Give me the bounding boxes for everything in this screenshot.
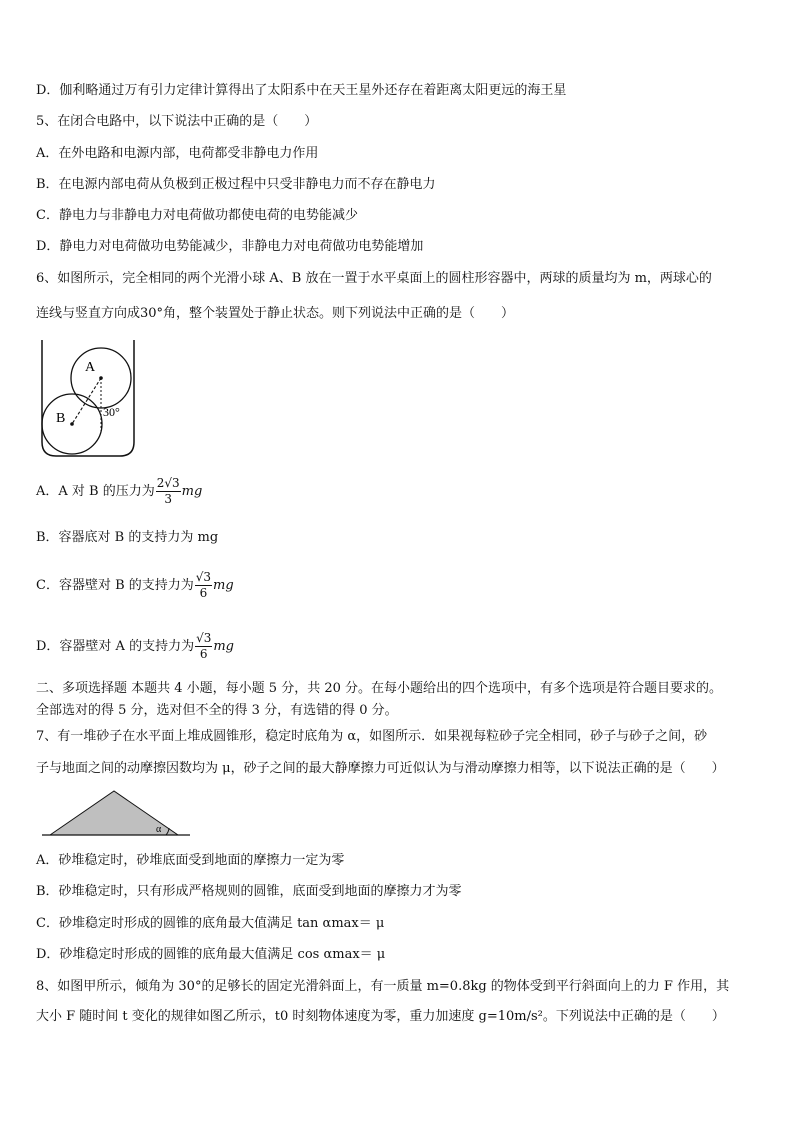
- q6-container-figure: [38, 338, 138, 460]
- q5-option-d: D．静电力对电荷做功电势能减少，非静电力对电荷做功电势能增加: [36, 239, 424, 254]
- q6-stem-line2: 连线与竖直方向成30°角，整个装置处于静止状态。则下列说法中正确的是（ ）: [36, 306, 515, 321]
- q5-option-a: A．在外电路和电源内部，电荷都受非静电力作用: [36, 146, 319, 161]
- section2-line1: 二、多项选择题 本题共 4 小题，每小题 5 分，共 20 分。在每小题给出的四个选项中，有多个选项是符合题目要求的。: [36, 681, 723, 696]
- q5-stem: 5、在闭合电路中，以下说法中正确的是（ ）: [36, 114, 318, 129]
- q5-option-c: C．静电力与非静电力对电荷做功都使电荷的电势能减少: [36, 208, 358, 223]
- q6-option-d: D．容器壁对 A 的支持力为 $\frac{√3}{6}$ mg: [36, 631, 235, 661]
- q7-sand-cone-figure: [40, 785, 192, 841]
- label-b: B: [56, 411, 66, 426]
- center-line: [72, 378, 101, 424]
- angle-label: 30°: [103, 405, 120, 419]
- q7-option-d: D．砂堆稳定时形成的圆锥的底角最大值满足 cos αmax＝ μ: [36, 947, 386, 962]
- q6-option-a: A．A 对 B 的压力为 $\frac{2√3}{3}$ mg: [36, 476, 203, 506]
- q7-option-b: B．砂堆稳定时，只有形成严格规则的圆锥，底面受到地面的摩擦力才为零: [36, 884, 462, 899]
- q7-option-a: A．砂堆稳定时，砂堆底面受到地面的摩擦力一定为零: [36, 853, 345, 868]
- q6-stem-line1: 6、如图所示，完全相同的两个光滑小球 A、B 放在一置于水平桌面上的圆柱形容器中，两球的质量均为 m，两球心的: [36, 271, 712, 286]
- q7-stem-line1: 7、有一堆砂子在水平面上堆成圆锥形，稳定时底角为 α，如图所示．如果视每粒砂子完全相同，砂子与砂子之间，砂: [36, 729, 708, 744]
- alpha-label: α: [156, 824, 162, 835]
- q8-stem-line1: 8、如图甲所示，倾角为 30°的足够长的固定光滑斜面上，有一质量 m=0.8kg 的物体受到平行斜面向上的力 F 作用，其: [36, 979, 730, 994]
- q6-option-b: B．容器底对 B 的支持力为 mg: [36, 530, 219, 545]
- q5-option-b: B．在电源内部电荷从负极到正极过程中只受非静电力而不存在静电力: [36, 177, 436, 192]
- q8-stem-line2: 大小 F 随时间 t 变化的规律如图乙所示，t0 时刻物体速度为零，重力加速度 g=10m/s²。下列说法中正确的是（ ）: [36, 1009, 725, 1024]
- section2-line2: 全部选对的得 5 分，选对但不全的得 3 分，有选错的得 0 分。: [36, 703, 398, 718]
- q6-option-c: C．容器壁对 B 的支持力为 $\frac{√3}{6}$ mg: [36, 570, 234, 600]
- q7-option-c: C．砂堆稳定时形成的圆锥的底角最大值满足 tan αmax＝ μ: [36, 916, 385, 931]
- q4-option-d: D．伽利略通过万有引力定律计算得出了太阳系中在天王星外还存在着距离太阳更远的海王星: [36, 83, 567, 98]
- label-a: A: [85, 360, 96, 375]
- q7-stem-line2: 子与地面之间的动摩擦因数均为 μ，砂子之间的最大静摩擦力可近似认为与滑动摩擦力相等，以下说法正确的是（ ）: [36, 761, 725, 776]
